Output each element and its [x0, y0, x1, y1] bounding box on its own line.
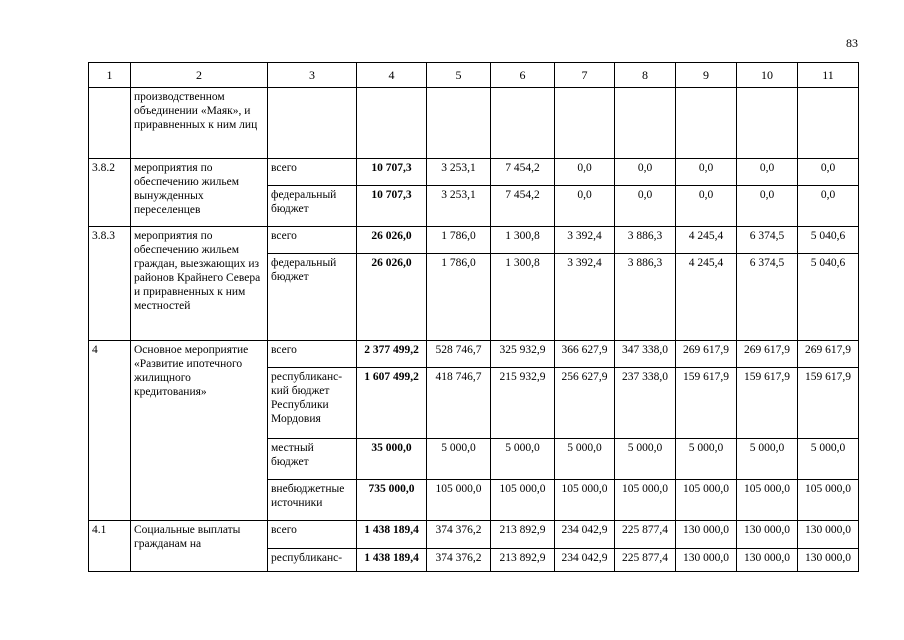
- value-cell: 105 000,0: [427, 480, 491, 521]
- empty-cell: [357, 88, 427, 159]
- value-cell: 3 886,3: [615, 227, 676, 254]
- value-cell: 269 617,9: [798, 341, 859, 368]
- table-row: [89, 341, 859, 368]
- value-cell: 6 374,5: [737, 227, 798, 254]
- header-cell: 2: [131, 63, 268, 88]
- row-code-cell: 3.8.2: [89, 159, 131, 227]
- row-name-cell: мероприятия по обеспечению жильем граждан, выезжающих из районов Крайнего Севера и приравненных к ним местностей: [131, 227, 268, 341]
- funding-source-cell: федеральный бюджет: [268, 254, 357, 341]
- empty-cell: [268, 88, 357, 159]
- total-cell: 10 707,3: [357, 159, 427, 186]
- header-cell: 3: [268, 63, 357, 88]
- value-cell: 5 000,0: [676, 439, 737, 480]
- header-cell: 10: [737, 63, 798, 88]
- value-cell: 105 000,0: [737, 480, 798, 521]
- value-cell: 374 376,2: [427, 521, 491, 549]
- total-cell: 2 377 499,2: [357, 341, 427, 368]
- value-cell: 130 000,0: [676, 549, 737, 572]
- row-name-cell: мероприятия по обеспечению жильем вынужденных переселенцев: [131, 159, 268, 227]
- empty-cell: [555, 88, 615, 159]
- value-cell: 130 000,0: [737, 549, 798, 572]
- value-cell: 105 000,0: [676, 480, 737, 521]
- value-cell: 213 892,9: [491, 521, 555, 549]
- total-cell: 1 607 499,2: [357, 368, 427, 439]
- value-cell: 5 000,0: [555, 439, 615, 480]
- value-cell: 5 000,0: [491, 439, 555, 480]
- value-cell: 3 886,3: [615, 254, 676, 341]
- value-cell: 366 627,9: [555, 341, 615, 368]
- total-cell: 10 707,3: [357, 186, 427, 227]
- value-cell: 237 338,0: [615, 368, 676, 439]
- funding-source-cell: всего: [268, 159, 357, 186]
- value-cell: 0,0: [555, 186, 615, 227]
- empty-cell: [427, 88, 491, 159]
- value-cell: 215 932,9: [491, 368, 555, 439]
- funding-source-cell: внебюджетные источники: [268, 480, 357, 521]
- value-cell: 4 245,4: [676, 254, 737, 341]
- row-code-cell: [89, 88, 131, 159]
- row-code-cell: 4: [89, 341, 131, 521]
- value-cell: 374 376,2: [427, 549, 491, 572]
- value-cell: 159 617,9: [737, 368, 798, 439]
- value-cell: 5 040,6: [798, 254, 859, 341]
- value-cell: 130 000,0: [798, 521, 859, 549]
- value-cell: 0,0: [798, 186, 859, 227]
- value-cell: 256 627,9: [555, 368, 615, 439]
- value-cell: 0,0: [737, 186, 798, 227]
- value-cell: 5 000,0: [615, 439, 676, 480]
- value-cell: 5 000,0: [737, 439, 798, 480]
- funding-source-cell: всего: [268, 227, 357, 254]
- value-cell: 1 300,8: [491, 254, 555, 341]
- empty-cell: [798, 88, 859, 159]
- value-cell: 1 786,0: [427, 254, 491, 341]
- total-cell: 26 026,0: [357, 254, 427, 341]
- empty-cell: [615, 88, 676, 159]
- value-cell: 0,0: [737, 159, 798, 186]
- value-cell: 105 000,0: [491, 480, 555, 521]
- value-cell: 234 042,9: [555, 521, 615, 549]
- value-cell: 5 040,6: [798, 227, 859, 254]
- value-cell: 105 000,0: [555, 480, 615, 521]
- value-cell: 7 454,2: [491, 159, 555, 186]
- table-row: [89, 521, 859, 549]
- funding-source-cell: всего: [268, 521, 357, 549]
- value-cell: 5 000,0: [427, 439, 491, 480]
- page-number: 83: [846, 36, 858, 50]
- row-name-cell: производственном объединении «Маяк», и приравненных к ним лиц: [131, 88, 268, 159]
- value-cell: 3 392,4: [555, 254, 615, 341]
- funding-source-cell: республиканс-кий бюджет Республики Мордовия: [268, 368, 357, 439]
- value-cell: 528 746,7: [427, 341, 491, 368]
- value-cell: 347 338,0: [615, 341, 676, 368]
- value-cell: 225 877,4: [615, 549, 676, 572]
- header-cell: 4: [357, 63, 427, 88]
- row-name-cell: Социальные выплаты гражданам на: [131, 521, 268, 572]
- value-cell: 213 892,9: [491, 549, 555, 572]
- value-cell: 269 617,9: [676, 341, 737, 368]
- value-cell: 325 932,9: [491, 341, 555, 368]
- value-cell: 3 253,1: [427, 186, 491, 227]
- funding-source-cell: республиканс-: [268, 549, 357, 572]
- funding-source-cell: местный бюджет: [268, 439, 357, 480]
- total-cell: 35 000,0: [357, 439, 427, 480]
- row-code-cell: 3.8.3: [89, 227, 131, 341]
- value-cell: 225 877,4: [615, 521, 676, 549]
- header-row: [89, 63, 859, 88]
- value-cell: 0,0: [798, 159, 859, 186]
- value-cell: 105 000,0: [615, 480, 676, 521]
- header-cell: 6: [491, 63, 555, 88]
- value-cell: 1 300,8: [491, 227, 555, 254]
- funding-source-cell: всего: [268, 341, 357, 368]
- header-cell: 9: [676, 63, 737, 88]
- funding-source-cell: федеральный бюджет: [268, 186, 357, 227]
- table-row: [89, 227, 859, 254]
- value-cell: 6 374,5: [737, 254, 798, 341]
- value-cell: 0,0: [676, 186, 737, 227]
- value-cell: 0,0: [615, 186, 676, 227]
- row-name-cell: Основное мероприятие «Развитие ипотечного жилищного кредитования»: [131, 341, 268, 521]
- table-row: [89, 88, 859, 159]
- header-cell: 11: [798, 63, 859, 88]
- empty-cell: [676, 88, 737, 159]
- value-cell: 3 392,4: [555, 227, 615, 254]
- value-cell: 5 000,0: [798, 439, 859, 480]
- empty-cell: [737, 88, 798, 159]
- total-cell: 1 438 189,4: [357, 549, 427, 572]
- value-cell: 130 000,0: [737, 521, 798, 549]
- value-cell: 130 000,0: [798, 549, 859, 572]
- header-cell: 8: [615, 63, 676, 88]
- value-cell: 234 042,9: [555, 549, 615, 572]
- value-cell: 0,0: [615, 159, 676, 186]
- value-cell: 3 253,1: [427, 159, 491, 186]
- value-cell: 159 617,9: [798, 368, 859, 439]
- value-cell: 269 617,9: [737, 341, 798, 368]
- value-cell: 1 786,0: [427, 227, 491, 254]
- value-cell: 4 245,4: [676, 227, 737, 254]
- value-cell: 159 617,9: [676, 368, 737, 439]
- value-cell: 418 746,7: [427, 368, 491, 439]
- total-cell: 1 438 189,4: [357, 521, 427, 549]
- value-cell: 105 000,0: [798, 480, 859, 521]
- header-cell: 5: [427, 63, 491, 88]
- value-cell: 0,0: [555, 159, 615, 186]
- total-cell: 735 000,0: [357, 480, 427, 521]
- table-row: [89, 159, 859, 186]
- header-cell: 1: [89, 63, 131, 88]
- header-cell: 7: [555, 63, 615, 88]
- empty-cell: [491, 88, 555, 159]
- value-cell: 130 000,0: [676, 521, 737, 549]
- row-code-cell: 4.1: [89, 521, 131, 572]
- budget-table: [88, 62, 859, 572]
- value-cell: 7 454,2: [491, 186, 555, 227]
- value-cell: 0,0: [676, 159, 737, 186]
- total-cell: 26 026,0: [357, 227, 427, 254]
